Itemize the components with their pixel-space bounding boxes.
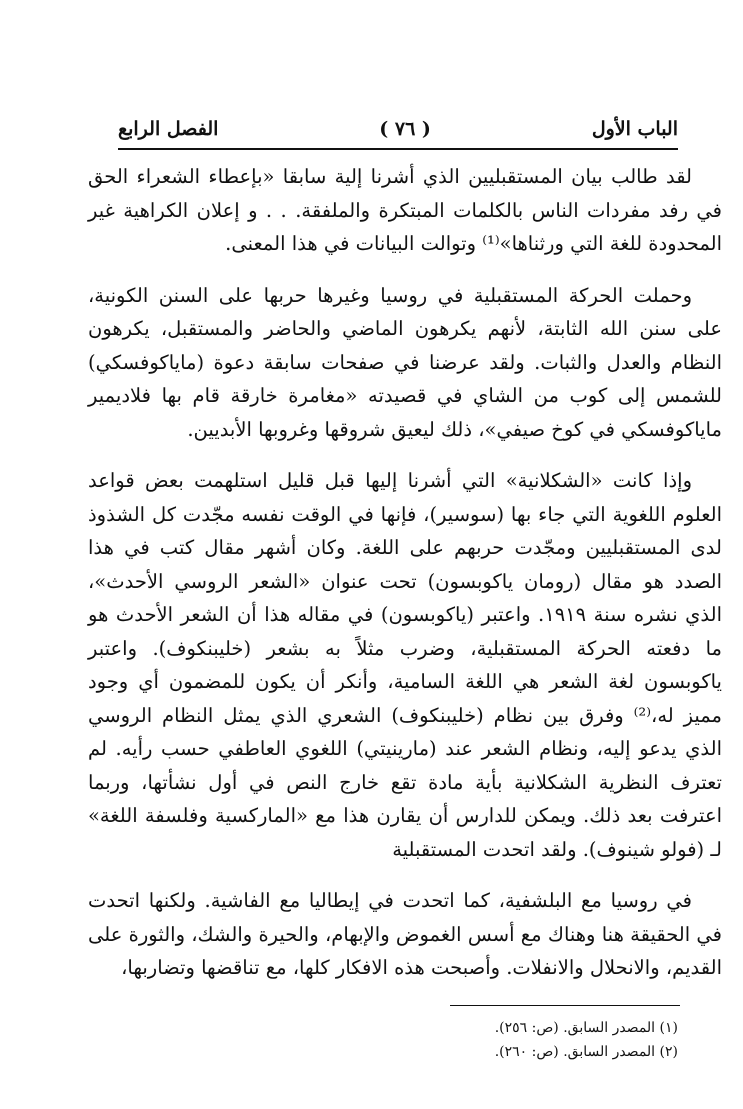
page-number: ( ٧٦ )	[379, 118, 431, 140]
footnote-2: (٢) المصدر السابق. (ص: ٢٦٠).	[494, 1044, 678, 1060]
header-chapter-title: الفصل الرابع	[118, 118, 219, 140]
running-header	[118, 112, 678, 146]
header-part-title: الباب الأول	[591, 118, 678, 140]
header-divider	[118, 148, 678, 150]
main-text	[88, 160, 722, 1003]
paragraph-4: في روسيا مع البلشفية، كما اتحدت في إيطاليا مع الفاشية. ولكنها اتحدت في الحقيقة هنا وهناك مع أسس الغموض والإبهام، والحيرة والشك، والثورة على القديم، والانحلال والانفلات. وأصبحت هذه الافكار كلها، مع تناقضها وتضاربها،	[88, 889, 722, 979]
footnote-1: (١) المصدر السابق. (ص: ٢٥٦).	[494, 1020, 678, 1036]
footnote-divider	[450, 1005, 680, 1006]
paragraph-3: وإذا كانت «الشكلانية» التي أشرنا إليها قبل قليل استلهمت بعض قواعد العلوم اللغوية التي جاء بها (سوسير)، فإنها في الوقت نفسه مجّدت كل الشذوذ لدى المستقبليين ومجّدت حربهم على اللغة. وكان أشهر مقال كتب في هذا الصدد هو مقال (رومان ياكوبسون) تحت عنوان «الشعر الروسي الأحدث»، الذي نشره سنة ١٩١٩. واعتبر (ياكوبسون) في مقاله هذا أن الشعر الأحدث هو ما دفعته الحركة المستقبلية، وضرب مثلاً به بشعر (خليبنكوف). واعتبر ياكوبسون لغة الشعر هي اللغة السامية، وأنكر أن يكون للمضمون أي وجود مميز له،⁽²⁾ وفرق بين نظام (خليبنكوف) الشعري الذي يمثل النظام الروسي الذي يدعو إليه، ونظام الشعر عند (مارينيتي) اللغوي العاطفي حسب رأيه. لم تعترف النظرية الشكلانية بأية مادة تقع خارج النص في أول نشأتها، وربما اعترفت بعد ذلك. ويمكن للدارس أن يقارن هذا مع «الماركسية وفلسفة اللغة» لـ (فولو شينوف). ولقد اتحدت المستقبلية	[88, 469, 722, 861]
paragraph-2: وحملت الحركة المستقبلية في روسيا وغيرها حربها على السنن الكونية، على سنن الله الثابتة، لأنهم يكرهون الماضي والحاضر والمستقبل، يكرهون النظام والعدل والثبات. ولقد عرضنا في صفحات سابقة دعوة (ماياكوفسكي) للشمس إلى كوب من الشاي في قصيدته «مغامرة خارقة قام بها فلاديمير ماياكوفسكي في كوخ صيفي»، ذلك ليعيق شروقها وغروبها الأبديين.	[88, 283, 722, 441]
footnotes	[118, 1016, 678, 1064]
paragraph-1: لقد طالب بيان المستقبليين الذي أشرنا إلية سابقا «بإعطاء الشعراء الحق في رفد مفردات الناس بالكلمات المبتكرة والملفقة. . . و إعلان الكراهية غير المحدودة للغة التي ورثناها»⁽¹⁾ وتوالت البيانات في هذا المعنى.	[88, 165, 722, 255]
